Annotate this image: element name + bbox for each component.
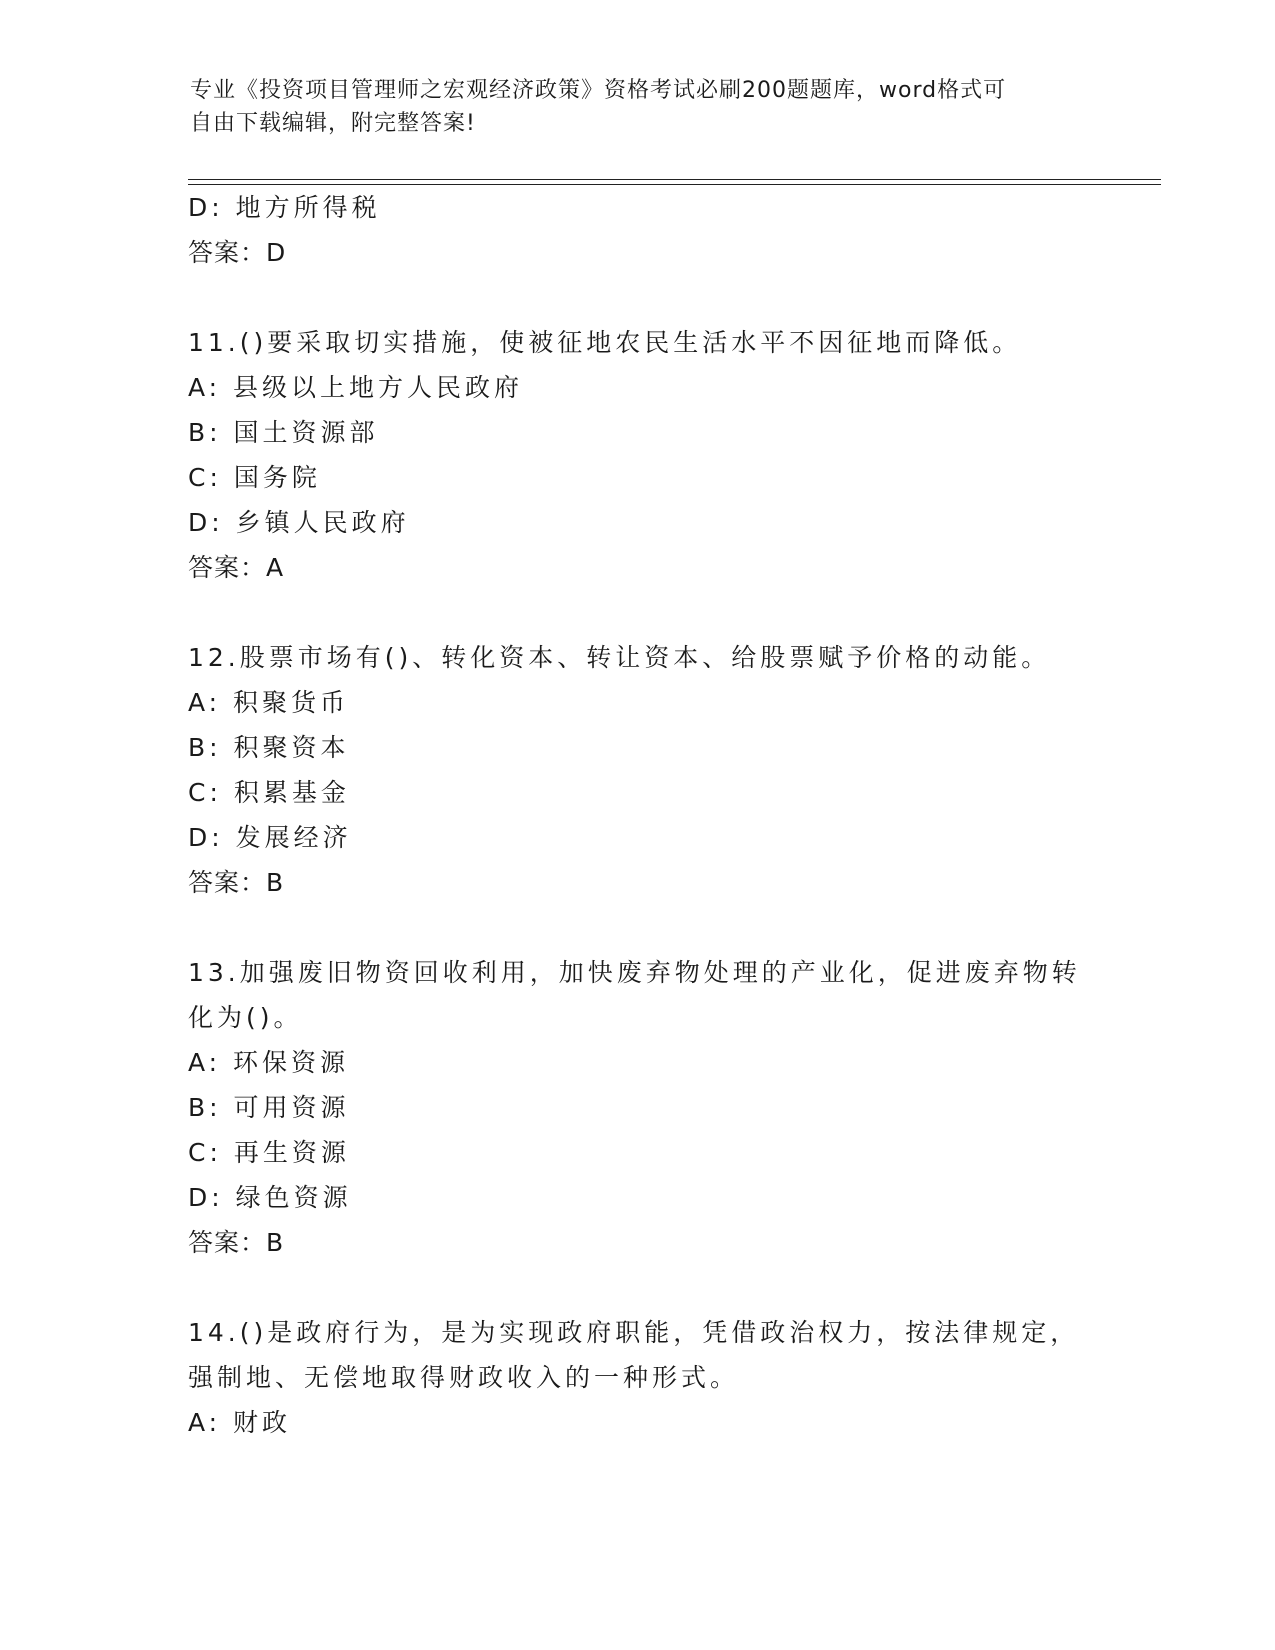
option-a-q12: A: 积聚货币 [188, 688, 350, 717]
option-d-q11: D: 乡镇人民政府 [188, 508, 410, 537]
option-d-q13: D: 绿色资源 [188, 1183, 352, 1212]
header-divider-bottom [188, 184, 1161, 185]
question-14-line-2: 强制地、无偿地取得财政收入的一种形式。 [188, 1363, 740, 1392]
option-c-q13: C: 再生资源 [188, 1138, 350, 1167]
answer-q11: 答案：A [188, 553, 285, 582]
option-c-q12: C: 积累基金 [188, 778, 350, 807]
document-header [190, 74, 1090, 140]
option-b-q12: B: 积聚资本 [188, 733, 350, 762]
option-b-q11: B: 国土资源部 [188, 418, 379, 447]
question-12: 12.股票市场有()、转化资本、转让资本、给股票赋予价格的动能。 [188, 643, 1051, 672]
option-a-q13: A: 环保资源 [188, 1048, 350, 1077]
answer-q13: 答案：B [188, 1228, 285, 1257]
option-d-q12: D: 发展经济 [188, 823, 352, 852]
header-line-1: 专业《投资项目管理师之宏观经济政策》资格考试必刷200题题库，word格式可 [190, 78, 1007, 103]
option-c-q11: C: 国务院 [188, 463, 321, 492]
header-divider-top [188, 179, 1161, 180]
option-a-q14: A: 财政 [188, 1408, 292, 1437]
question-14-line-1: 14.()是政府行为，是为实现政府职能，凭借政治权力，按法律规定， [188, 1318, 1080, 1347]
answer-q12: 答案：B [188, 868, 285, 897]
option-a-q11: A: 县级以上地方人民政府 [188, 373, 524, 402]
option-b-q13: B: 可用资源 [188, 1093, 350, 1122]
question-13-line-2: 化为()。 [188, 1003, 303, 1032]
question-13-line-1: 13.加强废旧物资回收利用，加快废弃物处理的产业化，促进废弃物转 [188, 958, 1081, 987]
question-11: 11.()要采取切实措施，使被征地农民生活水平不因征地而降低。 [188, 328, 1022, 357]
option-d-q10: D: 地方所得税 [188, 193, 381, 222]
answer-q10: 答案：D [188, 238, 287, 267]
header-line-2: 自由下载编辑，附完整答案! [190, 111, 476, 136]
